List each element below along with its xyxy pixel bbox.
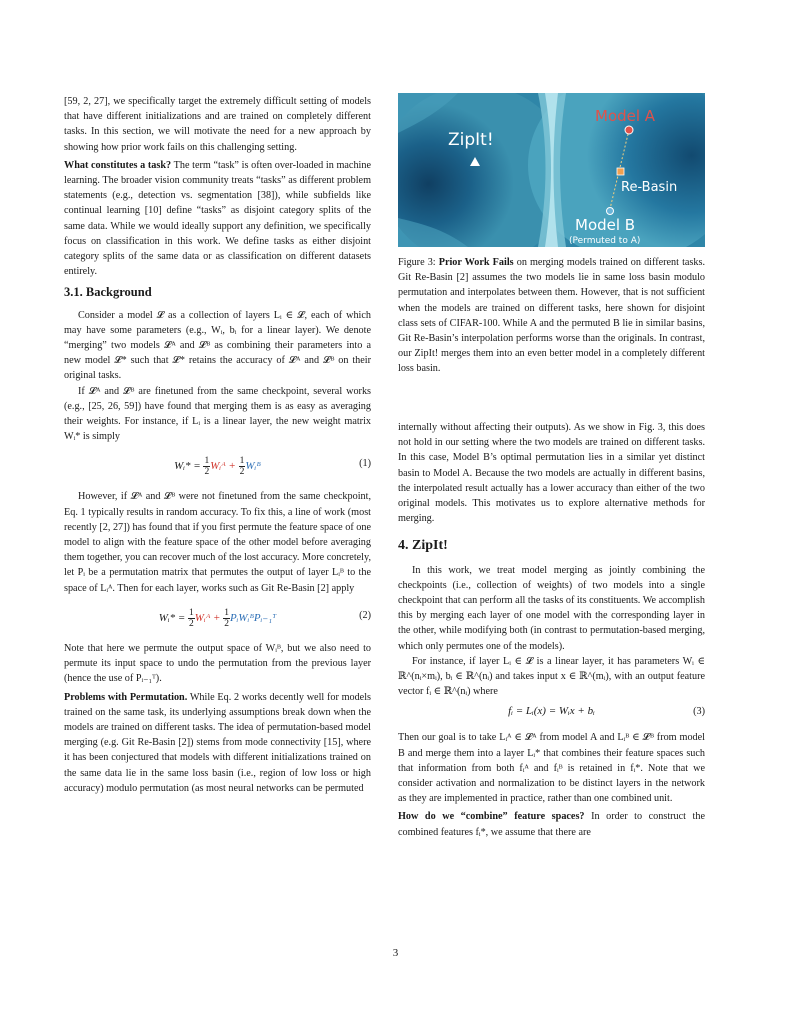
equation-2	[64, 602, 371, 632]
caption-text: on merging models trained on different tasks. Git Re-Basin [2] assumes the two models lie in same loss basin modulo permutation and interpolates between them. However, that is not sufficient when the models are trained on different tasks, here shown for disjoint class sets of CIFAR-100. While A and the permuted B lie in similar basins, Git Re-Basin’s interpolation performs worse than the originals. In contrast, our ZipIt! merges them into an even better model in a completely different loss basin.	[398, 257, 705, 375]
caption-title: Prior Work Fails	[438, 257, 514, 268]
paragraph-finetuned: If 𝓛ᴬ and 𝓛ᴮ are finetuned from the same checkpoint, several works (e.g., [25, 26, 59]) have found that merging them is as easy as averaging their weights. For instance, if Lᵢ is a linear layer, the new weight matrix Wᵢ* is simply	[64, 385, 371, 443]
figure-caption	[398, 255, 705, 377]
paragraph-permutation: However, if 𝓛ᴬ and 𝓛ᴮ were not finetuned from the same checkpoint, Eq. 1 typically results in random accuracy. To fix this, a line of work (most recently [2, 27]) has found that if you first permute the feature space of one model to align with the feature space of the other model before averaging them together, you can recover much of the lost accuracy. More concretely, let Pᵢ be a permutation matrix that permutes the output of layer Lᵢᴮ to the space of Lᵢᴬ. Then for each layer, works such as Git Re-Basin [2] apply	[64, 491, 371, 594]
equation-3-number: (3)	[693, 706, 705, 718]
equation-1	[64, 450, 371, 480]
left-column	[64, 94, 371, 796]
paragraph-text: In order to construct the combined features fᵢ*, we assume that there are	[398, 811, 705, 838]
paragraph-basin-result: internally without affecting their outputs). As we show in Fig. 3, this does not hold in our setting where the two models are trained on different tasks. In this case, Model B’s optimal permutation lies in a similar yet distinct basin to Model A. Because the two models are actually in different basins, the interpolated result actually has a lower accuracy than either of the two original models. This motivates us to explore alternative methods for merging.	[398, 422, 705, 525]
equation-1-number: (1)	[359, 458, 371, 470]
paragraph-combine	[398, 809, 705, 839]
caption-label: Figure 3:	[398, 257, 436, 268]
figure-loss-basin	[398, 93, 705, 247]
equation-2-body: Wᵢ* = $\frac{1}{2}$ Wᵢᴬ + $\frac{1}{2}$ PᵢWᵢᴮPᵢ₋₁ᵀ	[158, 607, 277, 629]
section-heading-background: 3.1. Background	[64, 285, 152, 300]
permuted-label: (Permuted to A)	[569, 236, 641, 246]
model-b-label: Model B	[575, 216, 636, 234]
run-in-heading: How do we “combine” feature spaces?	[398, 811, 585, 823]
page-number: 3	[392, 947, 399, 959]
rebasin-square-marker	[617, 168, 624, 175]
paragraph-merging: In this work, we treat model merging as jointly combining the checkpoints (i.e., collection of weights) of two models into a single checkpoint that can perform all the tasks of its constituents. We accomplish this by merging each layer of one model with the corresponding layer in the other, while modifying both (in contrast to permutation-based merging, which only permutes one of the models).	[398, 564, 705, 652]
paragraph-model-definition: Consider a model 𝓛 as a collection of layers Lᵢ ∈ 𝓛, each of which may have some parameters (e.g., Wᵢ, bᵢ for a linear layer). We denote “merging” two models 𝓛ᴬ and 𝓛ᴮ as combining their parameters into a new model 𝓛* such that 𝓛* retains the accuracy of 𝓛ᴬ and 𝓛ᴮ on their original tasks.	[64, 309, 371, 382]
paragraph-text: While Eq. 2 works decently well for models trained on the same task, its underlying assumptions break down when the models are trained on different tasks. The idea of permutation-based model merging (e.g. Git Re-Basin [2]) stems from mode connectivity [15], where it has been conjectured that models with different initializations trained on the same data lie in the same loss basin (i.e., region of low loss or high accuracy) modulo permutation (as most neural networks can be permuted	[64, 691, 371, 794]
model-a-marker	[625, 126, 633, 134]
equation-3-body: fᵢ = Lᵢ(x) = Wᵢx + bᵢ	[508, 705, 595, 718]
paragraph-problems	[64, 690, 371, 796]
paragraph-goal: Then our goal is to take Lᵢᴬ ∈ 𝓛ᴬ from model A and Lᵢᴮ ∈ 𝓛ᴮ from model B and merge them into a layer Lᵢ* that combines their feature spaces such that information from both fᵢᴬ and fᵢᴮ is retained in fᵢ*. Note that we consider activation and normalization to be distinct layers in the network as they are implemented in practice, rather than one combined unit.	[398, 732, 705, 805]
paragraph-intro: [59, 2, 27], we specifically target the extremely difficult setting of models that have different initializations and are trained on completely different tasks. In this section, we will motivate the need for a new approach by showing how prior work fails on this challenging setting.	[64, 96, 371, 153]
paragraph-linear-layer: For instance, if layer Lᵢ ∈ 𝓛 is a linear layer, it has parameters Wᵢ ∈ ℝ^(nᵢ×mᵢ), bᵢ ∈ ℝ^(nᵢ) and takes input x ∈ ℝ^(mᵢ), with an output feature vector fᵢ ∈ ℝ^(nᵢ) where	[398, 655, 705, 698]
paragraph-task-definition	[64, 158, 371, 280]
run-in-heading: What constitutes a task?	[64, 159, 172, 171]
equation-2-number: (2)	[359, 609, 371, 621]
equation-3	[398, 702, 705, 724]
paragraph-text: The term “task” is often over-loaded in machine learning. The broader vision community treats “tasks” as different problem statements (e.g., detection vs. segmentation [38]), while subfields like continual learning [10] define “tasks” as disjoint category splits of the same data. While we would ideally support any definition, we specifically focus on classification in this work. We define tasks as either disjoint category splits of the same data or as classification on different datasets entirely.	[64, 159, 371, 278]
section-heading-zipit: 4. ZipIt!	[398, 538, 448, 554]
loss-landscape-plot	[398, 93, 705, 247]
run-in-heading: Problems with Permutation.	[64, 691, 188, 703]
right-column	[398, 420, 705, 840]
rebasin-label: Re-Basin	[621, 180, 678, 195]
zipit-label: ZipIt!	[448, 130, 494, 150]
model-a-label: Model A	[595, 107, 656, 125]
model-b-marker	[607, 208, 614, 215]
paragraph-note: Note that here we permute the output space of Wᵢᴮ, but we also need to permute its input space to undo the permutation from the previous layer (hence the use of Pᵢ₋₁ᵀ).	[64, 642, 371, 685]
equation-1-body: Wᵢ* = $\frac{1}{2}$ Wᵢᴬ + $\frac{1}{2}$ Wᵢᴮ	[174, 456, 261, 478]
